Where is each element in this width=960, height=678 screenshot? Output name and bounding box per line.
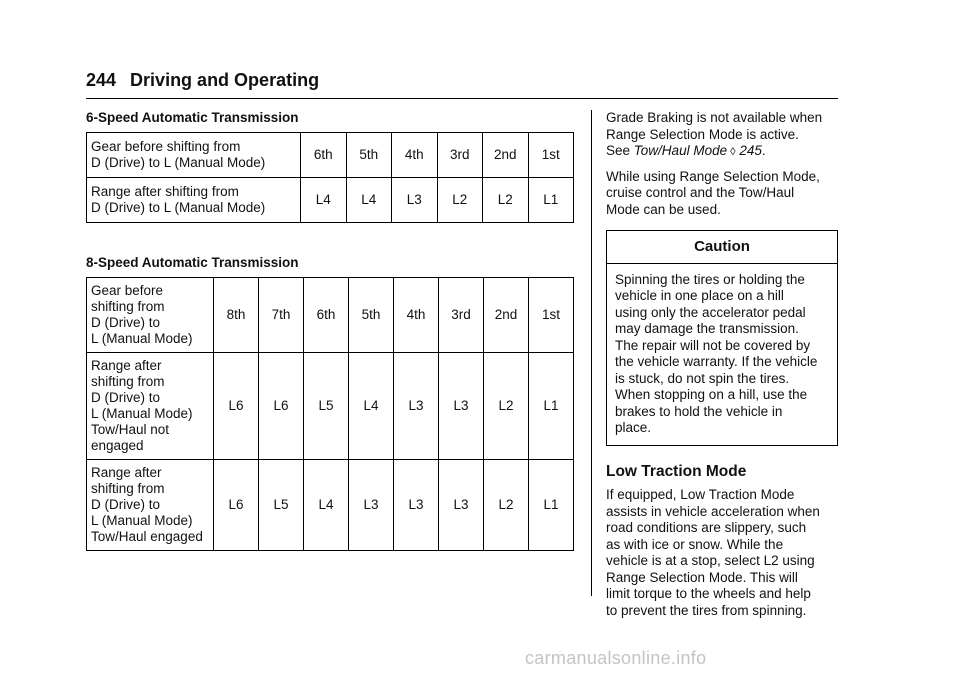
caution-line: place. [615,420,652,435]
gear-cell: 1st [529,278,574,353]
para3-line: If equipped, Low Traction Mode [606,487,795,502]
para1-period: . [761,143,766,158]
eight-speed-title: 8-Speed Automatic Transmission [86,255,299,270]
caution-line: is stuck, do not spin the tires. [615,370,790,386]
gear-cell: 3rd [439,278,484,353]
column-divider [591,110,592,596]
gear-cell: L6 [214,460,259,551]
gear-cell: L3 [349,460,394,551]
caution-line: the vehicle warranty. If the vehicle [615,354,818,369]
gear-cell: 4th [392,133,438,178]
gear-cell: L6 [259,353,304,460]
low-traction-paragraph [606,487,838,619]
para3-line: road conditions are slippery, such [606,520,807,535]
see-label: See [606,143,631,158]
gear-cell: 6th [301,133,347,178]
gear-cell: L3 [394,460,439,551]
grade-braking-paragraph [606,110,838,161]
caution-line: When stopping on a hill, use the [615,387,808,402]
row-label: Range after shifting from D (Drive) to L (Manual Mode) [87,178,301,223]
page-ref-icon: ◊ [730,146,736,158]
gear-cell: L1 [528,178,574,223]
para1-line: Grade Braking is not available when [606,110,823,125]
gear-cell: L4 [349,353,394,460]
low-traction-heading: Low Traction Mode [606,462,747,480]
para3-line: to prevent the tires from spinning. [606,602,807,618]
gear-cell: L1 [529,353,574,460]
gear-cell: 2nd [484,278,529,353]
tow-haul-mode-link[interactable]: Tow/Haul Mode [633,143,728,158]
gear-cell: 5th [349,278,394,353]
para3-line: assists in vehicle acceleration when [606,503,820,519]
gear-cell: L3 [394,353,439,460]
gear-cell: 1st [528,133,574,178]
caution-line: vehicle in one place on a hill [615,288,784,303]
page-ref-number[interactable]: 245 [739,143,762,158]
page-title: Driving and Operating [130,70,320,90]
gear-cell: L4 [304,460,349,551]
gear-cell: 2nd [483,133,529,178]
table-row [87,178,574,223]
gear-cell: 5th [346,133,392,178]
gear-cell: L3 [392,178,438,223]
left-column [86,110,574,551]
gear-cell: 7th [259,278,304,353]
right-column [606,110,838,627]
para3-line: vehicle is at a stop, select L2 using [606,553,815,568]
para2-line: While using Range Selection Mode, [606,168,820,184]
table-row [87,460,574,551]
gear-cell: 4th [394,278,439,353]
gear-cell: L5 [259,460,304,551]
caution-line: The repair will not be covered by [615,337,811,353]
watermark: carmanualsonline.info [525,648,707,668]
gear-cell: 3rd [437,133,483,178]
caution-line: brakes to hold the vehicle in [615,403,783,419]
gear-cell: L3 [439,460,484,551]
row-label: Range after shifting from D (Drive) to L (Manual Mode) Tow/Haul engaged [87,460,214,551]
row-label: Gear before shifting from D (Drive) to L (Manual Mode) [87,133,301,178]
gear-cell: L1 [529,460,574,551]
para1-line: Range Selection Mode is active. [606,126,799,142]
six-speed-table [86,132,574,223]
gear-cell: 6th [304,278,349,353]
row-label: Range after shifting from D (Drive) to L (Manual Mode) Tow/Haul not engaged [87,353,214,460]
caution-title: Caution [607,231,837,264]
eight-speed-table [86,277,574,551]
gear-cell: L2 [483,178,529,223]
para3-line: limit torque to the wheels and help [606,586,811,601]
para3-line: as with ice or snow. While the [606,536,784,552]
gear-cell: L5 [304,353,349,460]
row-label: Gear before shifting from D (Drive) to L (Manual Mode) [87,278,214,353]
gear-cell: L2 [484,460,529,551]
gear-cell: L2 [484,353,529,460]
caution-line: Spinning the tires or holding the [615,271,805,287]
table-row [87,278,574,353]
gear-cell: 8th [214,278,259,353]
gear-cell: L2 [437,178,483,223]
table-row [87,353,574,460]
gear-cell: L4 [301,178,347,223]
gear-cell: L6 [214,353,259,460]
range-selection-paragraph [606,169,838,219]
caution-box [606,230,838,446]
para2-line: cruise control and the Tow/Haul [606,185,795,200]
gear-cell: L3 [439,353,484,460]
para2-line: Mode can be used. [606,201,721,217]
para3-line: Range Selection Mode. This will [606,569,798,585]
caution-body [607,264,837,445]
caution-line: using only the accelerator pedal [615,304,806,320]
six-speed-title: 6-Speed Automatic Transmission [86,110,299,125]
caution-line: may damage the transmission. [615,321,799,336]
gear-cell: L4 [346,178,392,223]
page-header [86,70,838,91]
header-rule [86,98,838,99]
table-row [87,133,574,178]
page-number: 244 [86,70,117,90]
